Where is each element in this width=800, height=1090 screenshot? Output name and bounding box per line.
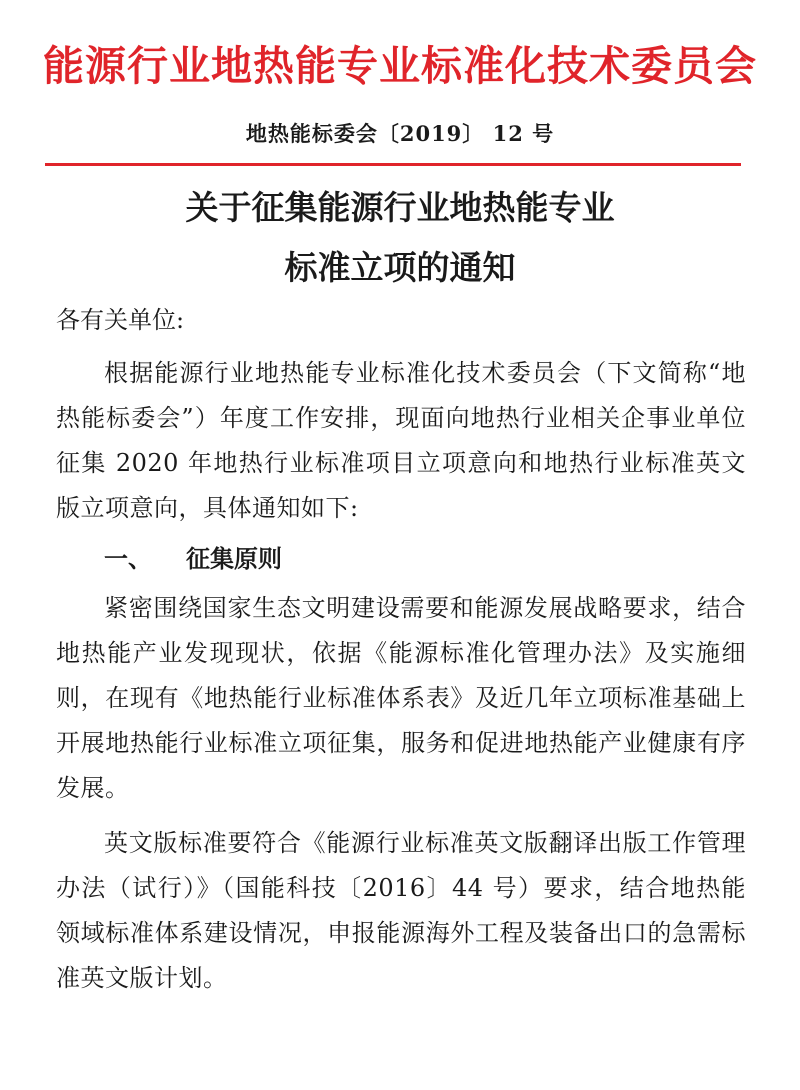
paragraph-gap: [56, 811, 746, 821]
english-version-paragraph: 英文版标准要符合《能源行业标准英文版翻译出版工作管理办法（试行）》（国能科技〔2016〕44 号）要求，结合地热能领域标准体系建设情况，申报能源海外工程及装备出口的急需标准英文版计划。: [56, 829, 746, 992]
notice-title: [0, 178, 800, 298]
title-line-1: 关于征集能源行业地热能专业: [185, 188, 615, 227]
document-number: 地热能标委会〔2019〕 12 号: [245, 121, 555, 146]
title-line-2: 标准立项的通知: [284, 248, 516, 287]
salutation: 各有关单位:: [56, 306, 185, 334]
header-divider: [45, 163, 741, 166]
organization-header: 能源行业地热能专业标准化技术委员会: [43, 42, 757, 90]
principle-paragraph: 紧密围绕国家生态文明建设需要和能源发展战略要求，结合地热能产业发现现状，依据《能源标准化管理办法》及实施细则，在现有《地热能行业标准体系表》及近几年立项标准基础上开展地热能行业标准立项征集，服务和促进地热能产业健康有序发展。: [56, 594, 746, 802]
intro-paragraph: 根据能源行业地热能专业标准化技术委员会（下文简称“地热能标委会”）年度工作安排，现面向地热行业相关企事业单位征集 2020 年地热行业标准项目立项意向和地热行业标准英文版立项意向，具体通知如下:: [56, 359, 746, 522]
section-heading-text: 征集原则: [186, 545, 282, 573]
notice-body: [56, 298, 746, 1001]
section-heading: [56, 537, 746, 582]
section-number: 一、: [104, 545, 152, 573]
